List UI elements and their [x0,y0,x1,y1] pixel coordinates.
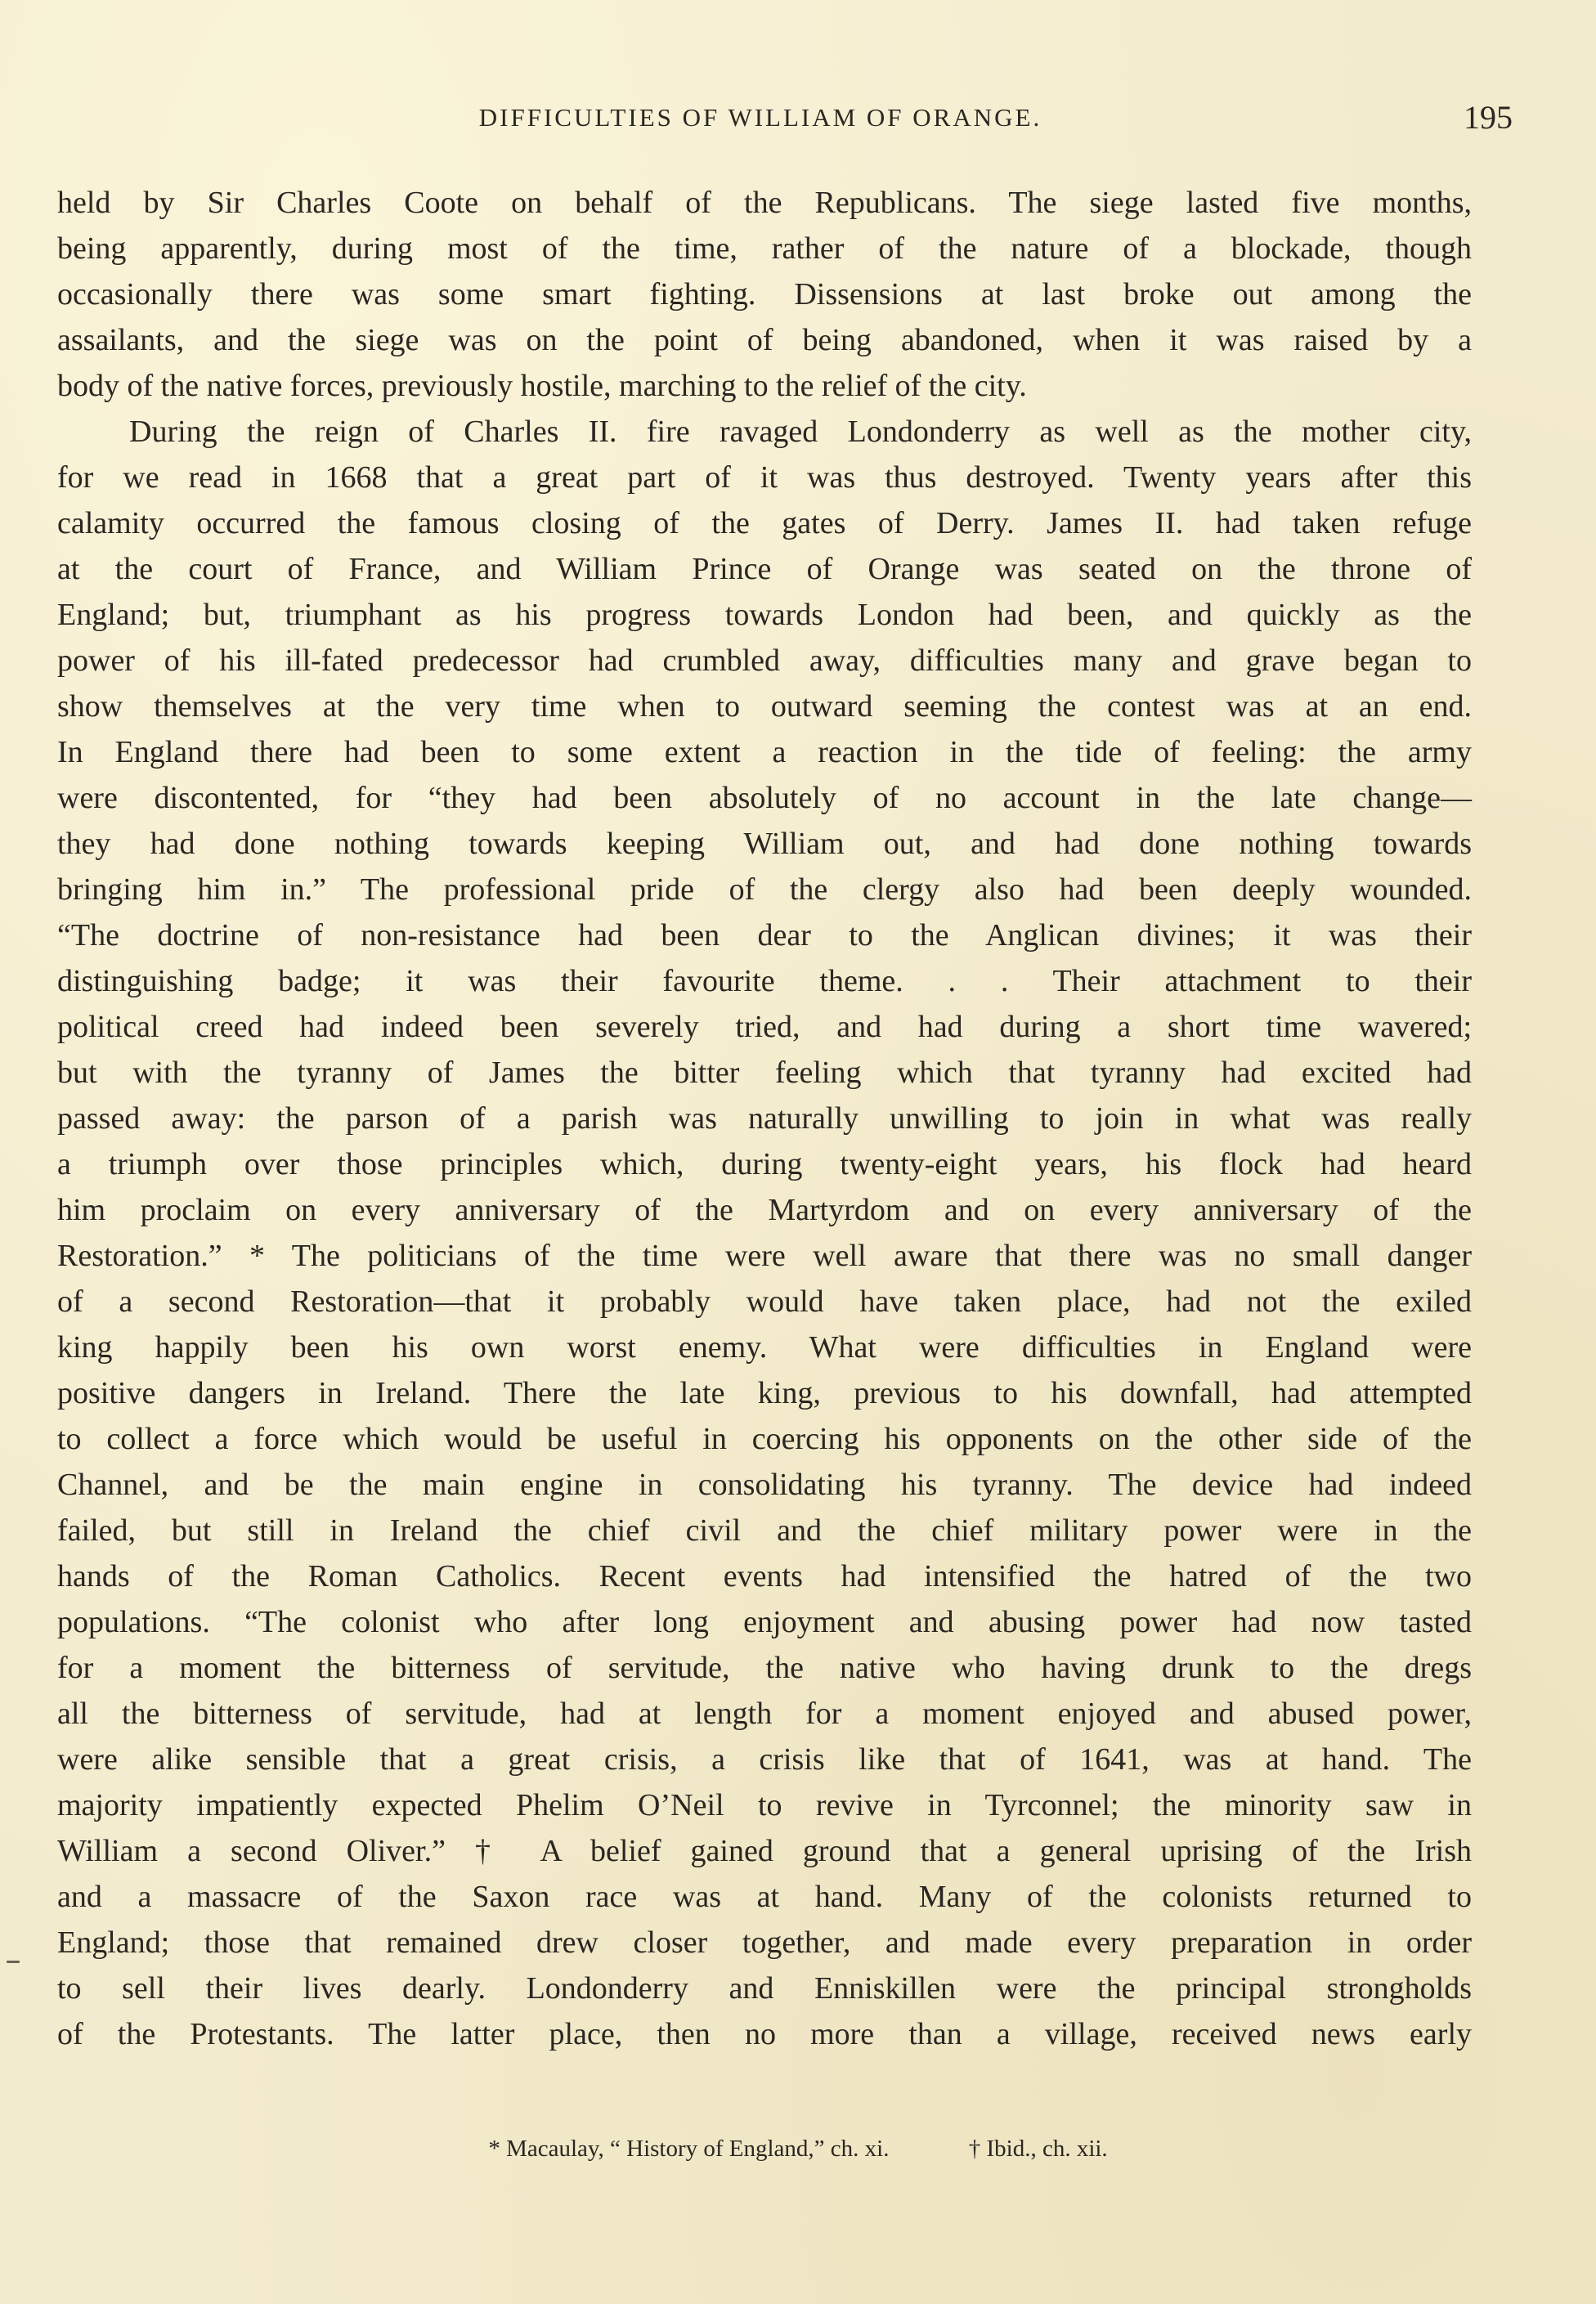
text-line: majority impatiently expected Phelim O’Neil to revive in Tyrconnel; the minority saw in [57,1788,1472,1822]
text-line: to collect a force which would be useful in coercing his opponents on the other side of the [57,1422,1472,1456]
text-line: bringing him in.” The professional pride of the clergy also had been deeply wounded. [57,872,1472,907]
text-line: hands of the Roman Catholics. Recent events had intensified the hatred of the two [57,1559,1472,1594]
text-line: of a second Restoration—that it probably would have taken place, had not the exiled [57,1284,1472,1319]
text-line: passed away: the parson of a parish was naturally unwilling to join in what was really [57,1101,1472,1136]
text-line: Channel, and be the main engine in consolidating his tyranny. The device had indeed [57,1468,1472,1502]
text-line: Restoration.” * The politicians of the time were well aware that there was no small danger [57,1239,1472,1273]
text-line: body of the native forces, previously hostile, marching to the relief of the city. [57,369,1027,403]
text-line: England; but, triumphant as his progress towards London had been, and quickly as the [57,598,1472,632]
text-line: show themselves at the very time when to outward seeming the contest was at an end. [57,689,1472,724]
text-line: power of his ill-fated predecessor had crumbled away, difficulties many and grave began to [57,643,1472,678]
text-line: all the bitterness of servitude, had at length for a moment enjoyed and abused power, [57,1697,1472,1731]
text-line: him proclaim on every anniversary of the Martyrdom and on every anniversary of the [57,1193,1472,1227]
page-number: 195 [1464,99,1513,136]
text-line: During the reign of Charles II. fire ravaged Londonderry as well as the mother city, [129,415,1472,449]
text-line: for we read in 1668 that a great part of it was thus destroyed. Twenty years after this [57,460,1472,495]
text-line: but with the tyranny of James the bitter feeling which that tyranny had excited had [57,1056,1472,1090]
text-line: In England there had been to some extent a reaction in the tide of feeling: the army [57,735,1472,769]
text-line: calamity occurred the famous closing of the gates of Derry. James II. had taken refuge [57,506,1472,540]
text-line: William a second Oliver.” † A belief gained ground that a general uprising of the Irish [57,1834,1472,1868]
text-line: and a massacre of the Saxon race was at hand. Many of the colonists returned to [57,1880,1472,1914]
margin-mark [7,1961,20,1963]
text-line: a triumph over those principles which, during twenty-eight years, his flock had heard [57,1147,1472,1181]
text-line: being apparently, during most of the time, rather of the nature of a blockade, though [57,231,1472,266]
text-line: of the Protestants. The latter place, then no more than a village, received news early [57,2017,1472,2051]
chapter-header-title: DIFFICULTIES OF WILLIAM OF ORANGE. [478,103,1042,132]
running-head [49,98,1513,147]
text-line: occasionally there was some smart fighting. Dissensions at last broke out among the [57,277,1472,312]
footnotes [0,2136,1596,2163]
text-line: positive dangers in Ireland. There the late king, previous to his downfall, had attempted [57,1376,1472,1410]
text-line: “The doctrine of non-resistance had been dear to the Anglican divines; it was their [57,918,1472,953]
text-line: distinguishing badge; it was their favourite theme. . . Their attachment to their [57,964,1472,998]
text-line: held by Sir Charles Coote on behalf of the Republicans. The siege lasted five months, [57,186,1472,220]
footnote-macaulay: * Macaulay, “ History of England,” ch. xi. [488,2136,890,2162]
text-line: failed, but still in Ireland the chief civil and the chief military power were in the [57,1513,1472,1548]
text-line: they had done nothing towards keeping William out, and had done nothing towards [57,827,1472,861]
footnote-ibid: † Ibid., ch. xii. [968,2136,1108,2162]
text-line: were alike sensible that a great crisis, a crisis like that of 1641, was at hand. The [57,1742,1472,1777]
text-line: assailants, and the siege was on the point of being abandoned, when it was raised by a [57,323,1472,357]
text-line: political creed had indeed been severely tried, and had during a short time wavered; [57,1010,1472,1044]
text-line: were discontented, for “they had been absolutely of no account in the late change— [57,781,1472,815]
text-line: king happily been his own worst enemy. What were difficulties in England were [57,1330,1472,1365]
body-text [57,180,1472,2057]
text-line: to sell their lives dearly. Londonderry and Enniskillen were the principal strongholds [57,1971,1472,2006]
text-line: populations. “The colonist who after long enjoyment and abusing power had now tasted [57,1605,1472,1639]
text-line: for a moment the bitterness of servitude, the native who having drunk to the dregs [57,1651,1472,1685]
text-line: England; those that remained drew closer together, and made every preparation in order [57,1925,1472,1960]
text-line: at the court of France, and William Prince of Orange was seated on the throne of [57,552,1472,586]
